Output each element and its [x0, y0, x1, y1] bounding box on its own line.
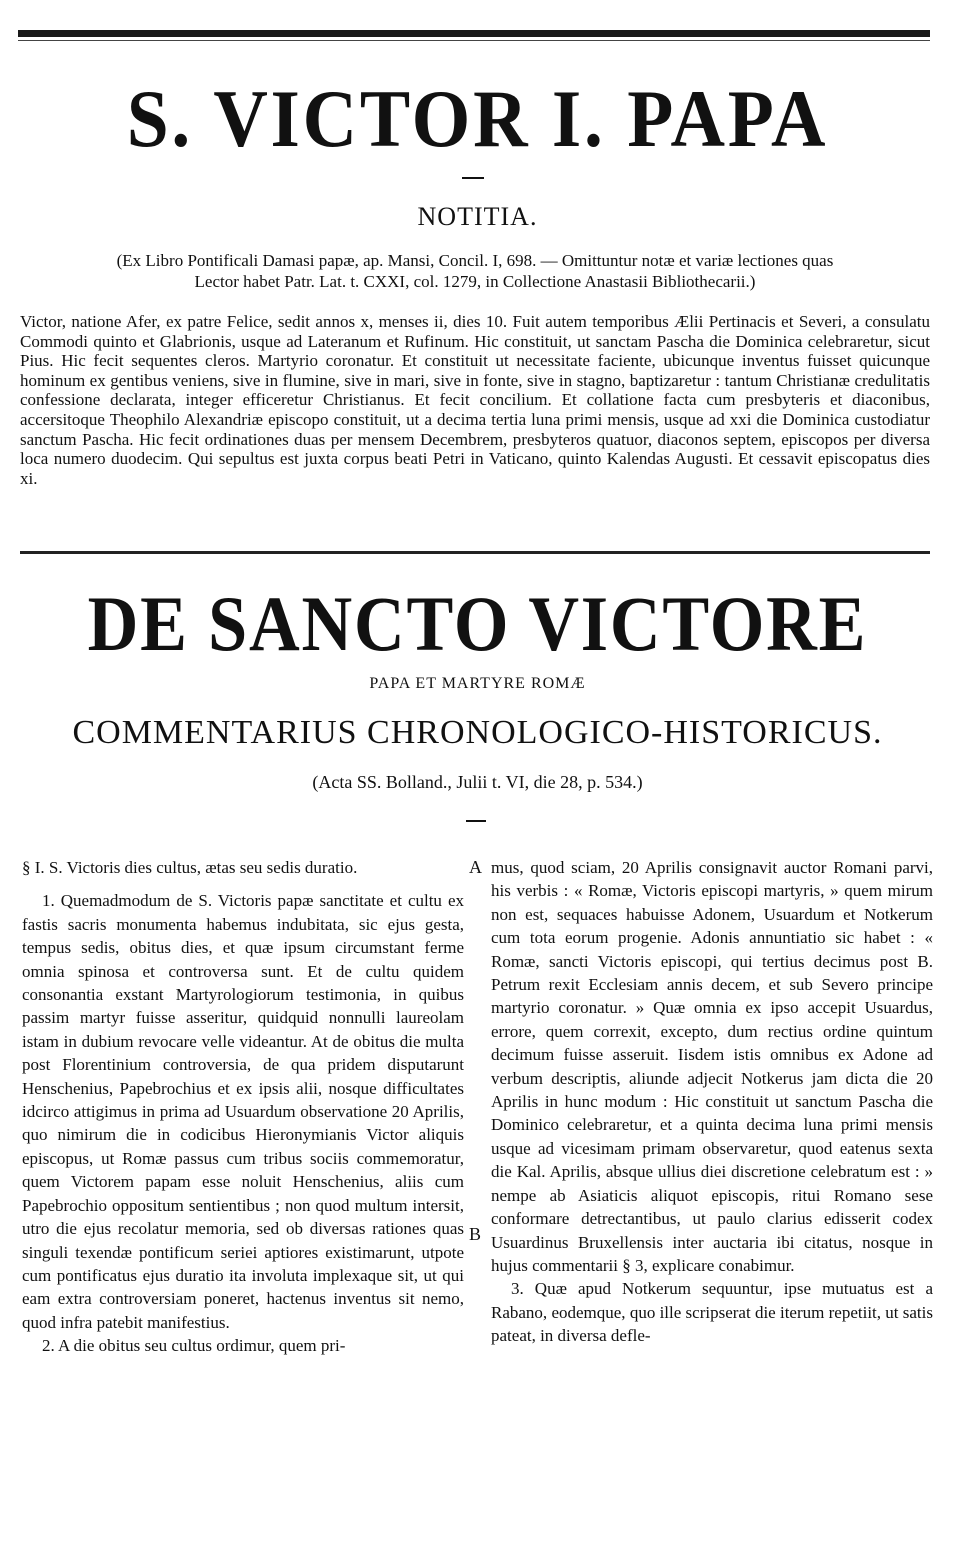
notitia-text: Victor, natione Afer, ex patre Felice, sedit annos x, menses ii, dies 10. Fuit autem temporibus Ælii Pertinacis et Severi, a consulatu Commodi quinto et Glabrionis, usque ad Lateranum et Rufinum. Hic constituit, ut sanctam Pascha die Dominica celebraretur, sicut Pius. Hic fecit sequentes cleros. Martyrio coronatur. Et constituit ut necessitate faciente, ubicunque inventus fuisset quicunque hominum ex gentibus veniens, sive in flumine, sive in mari, sive in fonte, sive in stagno, baptizaretur : tantum Christianæ credulitatis confessione declarata, integer efficeretur Christianus. Et fecit concilium. Et collatione facta cum presbyteris et diaconibus, accersitoque Theophilo Alexandriæ episcopo constituit, ut a decima tertia luna primi mensis, usque ad xxi die Dominica custodiatur sanctum Pascha. Hic fecit ordinationes duas per mensem Decembrem, presbyteros quatuor, diaconos septem, episcopos per diversa loca numero duodecim. Qui sepultus est juxta corpus beati Petri in Vaticano, quinto Kalendas Augusti. Et cessavit episcopatus dies xi. [20, 312, 930, 488]
top-rule-thin [18, 40, 930, 41]
notitia-heading: NOTITIA. [417, 202, 538, 231]
source-line-2: Lector habet Patr. Lat. t. CXXI, col. 1279, in Collectione Anastasii Bibliothecarii.) [194, 272, 756, 291]
source-note [18, 250, 932, 292]
acta-reference: (Acta SS. Bolland., Julii t. VI, die 28, p. 534.) [312, 772, 643, 792]
second-title: DE SANCTO VICTORE [87, 580, 868, 667]
paragraph-2: 2. A die obitus seu cultus ordimur, quem pri- [42, 1336, 346, 1356]
paragraph-continued: mus, quod sciam, 20 Aprilis consignavit auctor Romani parvi, his verbis : « Romæ, Victoris episcopi martyris, » quem mirum non est, sequaces habuisse Adonem, Usuardum et Notkerum cum tota eorum progenie. Adonis annuntiatio sic habet : « Romæ, sancti Victoris episcopi, qui tertius decimus post B. Petrum rexit Ecclesiam annis decem, et sub Severo principe martyrio coronatur. » Quæ omnia ex ipso accepit Usuardus, errore, quem correxit, excepto, dum rectius ordine quintum decimum fuisse asseruit. Iisdem istis omnibus ex Adone ad verbum descriptis, aliunde adjecit Notkerus jam dicta die 20 Aprilis in hunc modum : Hic constituit ut sanctum Pascha die Dominico celebraretur, et a quinta decima luna primi mensis usque ad vicesimam primam observaretur, quod eatenus sexta die Kal. Aprilis, absque ullius diei discretione celebratum est : » nempe ab Asiaticis aliquot episcopis, ritui Romano sese conformare detrectantibus, ut paulo clarius edisserit codex Usuardinus Bruxellensis inter auctaria ibi citatus, nosque in hujus commentarii § 3, explicare conabimur. [491, 858, 933, 1275]
left-column [22, 856, 464, 1358]
top-rule [18, 30, 930, 37]
second-subtitle: PAPA ET MARTYRE ROMÆ [369, 675, 586, 692]
commentary-title: COMMENTARIUS CHRONOLOGICO-HISTORICUS. [72, 714, 883, 751]
section-divider [20, 551, 930, 554]
margin-marker-a: A [469, 857, 482, 877]
section-heading: § I. S. Victoris dies cultus, ætas seu sedis duratio. [22, 858, 358, 877]
paragraph-3: 3. Quæ apud Notkerum sequuntur, ipse mutuatus est a Rabano, eodemque, quo ille scripserat die iterum repetiit, ut satis pateat, in diversa defle- [491, 1279, 933, 1346]
paragraph-1: 1. Quemadmodum de S. Victoris papæ sanctitate et cultu ex fastis sacris monumenta habemus indubitata, sic ejus gesta, tempus sedis, obitus dies, et quæ ipsum circumstant ferme omnia spinosa et controversa sunt. Et de cultu quidem consonantia exstant Martyrologiorum testimonia, in quibus passim martyr fuisse asseritur, quidquid nonnulli laureolam istam in dubium revocare velle videantur. At de obitus die multa post Florentinium controversia, de qua pridem disputarunt Henschenius, Papebrochius et ex ipsis alii, nosque difficultates idcirco attigimus in prima ad Usuardum observatione 20 Aprilis, quo nimirum die in codicibus Hieronymianis Victor aliquis episcopus, ut Romæ passus cum tribus sociis commemoratur, quem Victorem papam esse noluit Henschenius, aliis cum Papebrochio oppositum sentientibus ; non quod multum intersit, utro die ejus recolatur memoria, sed ob diversas rationes quas singuli texendæ pontificum seriei aptiores existimarunt, utpote cum pontificatus ejus duratio ita involuta implexaque sit, ut qui eam extra controversiam poneret, hactenus inventus sit nemo, quod infra patebit manifestius. [22, 891, 464, 1332]
margin-marker-b: B [469, 1224, 482, 1244]
acta-dash [466, 820, 486, 822]
title-dash [462, 177, 484, 179]
page-title: S. VICTOR I. PAPA [126, 73, 829, 164]
right-column [491, 856, 933, 1348]
source-line-1: (Ex Libro Pontificali Damasi papæ, ap. Mansi, Concil. I, 698. — Omittuntur notæ et variæ lectiones quas [116, 251, 834, 270]
